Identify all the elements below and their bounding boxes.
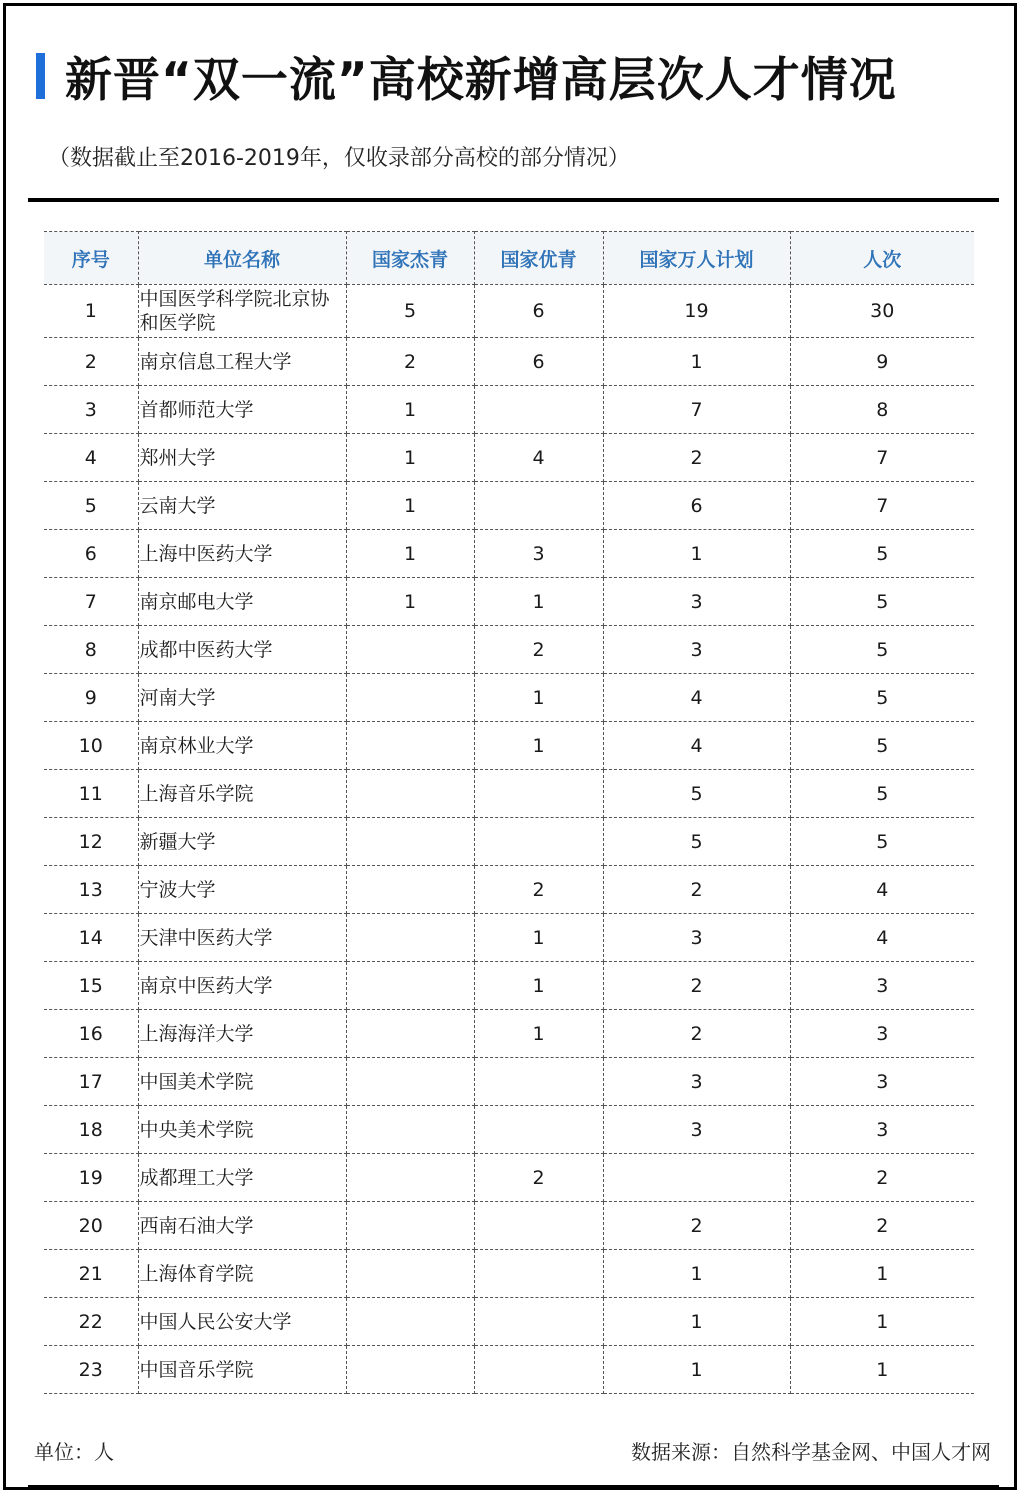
table-row bbox=[44, 338, 974, 386]
top-divider bbox=[28, 198, 999, 202]
cell-col-youqing bbox=[474, 818, 603, 866]
cell-col-youqing: 2 bbox=[474, 626, 603, 674]
header-col-jieqing: 国家杰青 bbox=[346, 232, 474, 285]
cell-col-total: 4 bbox=[790, 866, 974, 914]
cell-col-unit-name: 天津中医药大学 bbox=[138, 914, 346, 962]
cell-col-unit-name: 成都中医药大学 bbox=[138, 626, 346, 674]
cell-col-wanren: 4 bbox=[603, 722, 790, 770]
cell-col-jieqing: 1 bbox=[346, 482, 474, 530]
cell-col-total: 4 bbox=[790, 914, 974, 962]
cell-col-wanren: 2 bbox=[603, 1010, 790, 1058]
unit-note: 单位：人 bbox=[34, 1440, 114, 1464]
header-col-unit-name: 单位名称 bbox=[138, 232, 346, 285]
cell-col-unit-name: 河南大学 bbox=[138, 674, 346, 722]
cell-col-jieqing bbox=[346, 770, 474, 818]
cell-col-youqing: 1 bbox=[474, 914, 603, 962]
cell-col-wanren: 2 bbox=[603, 962, 790, 1010]
cell-col-unit-name: 上海体育学院 bbox=[138, 1250, 346, 1298]
table-row bbox=[44, 578, 974, 626]
cell-col-total: 1 bbox=[790, 1346, 974, 1394]
cell-col-total: 7 bbox=[790, 482, 974, 530]
table-row bbox=[44, 482, 974, 530]
table-row bbox=[44, 1106, 974, 1154]
cell-col-wanren: 1 bbox=[603, 1250, 790, 1298]
cell-col-jieqing bbox=[346, 1106, 474, 1154]
cell-col-jieqing: 1 bbox=[346, 530, 474, 578]
cell-col-wanren: 2 bbox=[603, 1202, 790, 1250]
cell-col-total: 5 bbox=[790, 770, 974, 818]
cell-col-index: 21 bbox=[44, 1250, 138, 1298]
cell-col-index: 18 bbox=[44, 1106, 138, 1154]
header-col-total: 人次 bbox=[790, 232, 974, 285]
cell-col-youqing bbox=[474, 1202, 603, 1250]
header-col-index: 序号 bbox=[44, 232, 138, 285]
cell-col-index: 5 bbox=[44, 482, 138, 530]
cell-col-unit-name: 中国音乐学院 bbox=[138, 1346, 346, 1394]
cell-col-total: 3 bbox=[790, 1106, 974, 1154]
cell-col-unit-name: 郑州大学 bbox=[138, 434, 346, 482]
cell-col-wanren: 3 bbox=[603, 914, 790, 962]
data-source-note: 数据来源：自然科学基金网、中国人才网 bbox=[631, 1440, 991, 1464]
cell-col-index: 4 bbox=[44, 434, 138, 482]
cell-col-wanren: 3 bbox=[603, 1058, 790, 1106]
table-row bbox=[44, 674, 974, 722]
cell-col-wanren: 1 bbox=[603, 1298, 790, 1346]
header-col-youqing: 国家优青 bbox=[474, 232, 603, 285]
title-accent-bar bbox=[36, 53, 45, 99]
cell-col-unit-name: 中国美术学院 bbox=[138, 1058, 346, 1106]
table-row bbox=[44, 285, 974, 338]
cell-col-total: 1 bbox=[790, 1298, 974, 1346]
cell-col-youqing: 2 bbox=[474, 1154, 603, 1202]
cell-col-jieqing bbox=[346, 1010, 474, 1058]
cell-col-youqing: 4 bbox=[474, 434, 603, 482]
cell-col-wanren bbox=[603, 1154, 790, 1202]
cell-col-wanren: 2 bbox=[603, 866, 790, 914]
cell-col-index: 3 bbox=[44, 386, 138, 434]
cell-col-youqing bbox=[474, 1058, 603, 1106]
table-row bbox=[44, 1202, 974, 1250]
cell-col-youqing: 6 bbox=[474, 285, 603, 338]
cell-col-index: 1 bbox=[44, 285, 138, 338]
cell-col-jieqing bbox=[346, 722, 474, 770]
cell-col-index: 23 bbox=[44, 1346, 138, 1394]
cell-col-index: 7 bbox=[44, 578, 138, 626]
cell-col-youqing: 1 bbox=[474, 578, 603, 626]
cell-col-youqing: 1 bbox=[474, 674, 603, 722]
page-subtitle: （数据截止至2016-2019年，仅收录部分高校的部分情况） bbox=[48, 146, 630, 171]
cell-col-index: 15 bbox=[44, 962, 138, 1010]
cell-col-total: 5 bbox=[790, 674, 974, 722]
bottom-divider bbox=[28, 1485, 999, 1489]
cell-col-index: 8 bbox=[44, 626, 138, 674]
cell-col-jieqing bbox=[346, 674, 474, 722]
cell-col-youqing: 1 bbox=[474, 962, 603, 1010]
cell-col-index: 11 bbox=[44, 770, 138, 818]
cell-col-jieqing bbox=[346, 1298, 474, 1346]
table-body bbox=[44, 285, 974, 1394]
cell-col-wanren: 6 bbox=[603, 482, 790, 530]
cell-col-index: 10 bbox=[44, 722, 138, 770]
cell-col-unit-name: 成都理工大学 bbox=[138, 1154, 346, 1202]
table-row bbox=[44, 1058, 974, 1106]
table-row bbox=[44, 1154, 974, 1202]
table-row bbox=[44, 386, 974, 434]
cell-col-jieqing bbox=[346, 1250, 474, 1298]
cell-col-youqing bbox=[474, 386, 603, 434]
cell-col-jieqing bbox=[346, 626, 474, 674]
table-row bbox=[44, 1298, 974, 1346]
cell-col-unit-name: 首都师范大学 bbox=[138, 386, 346, 434]
cell-col-youqing: 1 bbox=[474, 722, 603, 770]
cell-col-jieqing: 1 bbox=[346, 386, 474, 434]
talent-table bbox=[44, 231, 974, 1394]
cell-col-total: 9 bbox=[790, 338, 974, 386]
cell-col-youqing bbox=[474, 770, 603, 818]
header-col-wanren: 国家万人计划 bbox=[603, 232, 790, 285]
cell-col-total: 8 bbox=[790, 386, 974, 434]
cell-col-youqing bbox=[474, 1346, 603, 1394]
cell-col-total: 5 bbox=[790, 530, 974, 578]
cell-col-wanren: 5 bbox=[603, 818, 790, 866]
table-row bbox=[44, 962, 974, 1010]
cell-col-index: 2 bbox=[44, 338, 138, 386]
cell-col-index: 20 bbox=[44, 1202, 138, 1250]
cell-col-jieqing bbox=[346, 962, 474, 1010]
cell-col-index: 14 bbox=[44, 914, 138, 962]
cell-col-youqing bbox=[474, 1106, 603, 1154]
cell-col-unit-name: 中国医学科学院北京协和医学院 bbox=[138, 285, 346, 338]
cell-col-jieqing bbox=[346, 866, 474, 914]
cell-col-wanren: 2 bbox=[603, 434, 790, 482]
cell-col-wanren: 1 bbox=[603, 338, 790, 386]
cell-col-youqing bbox=[474, 482, 603, 530]
cell-col-youqing bbox=[474, 1298, 603, 1346]
cell-col-youqing: 6 bbox=[474, 338, 603, 386]
cell-col-wanren: 3 bbox=[603, 1106, 790, 1154]
cell-col-youqing: 3 bbox=[474, 530, 603, 578]
cell-col-index: 6 bbox=[44, 530, 138, 578]
cell-col-unit-name: 云南大学 bbox=[138, 482, 346, 530]
cell-col-youqing bbox=[474, 1250, 603, 1298]
cell-col-total: 5 bbox=[790, 722, 974, 770]
cell-col-jieqing: 1 bbox=[346, 578, 474, 626]
cell-col-total: 7 bbox=[790, 434, 974, 482]
cell-col-youqing: 2 bbox=[474, 866, 603, 914]
table-row bbox=[44, 1250, 974, 1298]
cell-col-jieqing bbox=[346, 1154, 474, 1202]
cell-col-total: 3 bbox=[790, 1010, 974, 1058]
cell-col-unit-name: 宁波大学 bbox=[138, 866, 346, 914]
cell-col-jieqing bbox=[346, 1202, 474, 1250]
cell-col-total: 2 bbox=[790, 1154, 974, 1202]
table-row bbox=[44, 1010, 974, 1058]
cell-col-total: 3 bbox=[790, 962, 974, 1010]
cell-col-wanren: 1 bbox=[603, 1346, 790, 1394]
cell-col-index: 9 bbox=[44, 674, 138, 722]
cell-col-wanren: 5 bbox=[603, 770, 790, 818]
table-row bbox=[44, 770, 974, 818]
cell-col-unit-name: 新疆大学 bbox=[138, 818, 346, 866]
cell-col-total: 5 bbox=[790, 626, 974, 674]
cell-col-jieqing bbox=[346, 818, 474, 866]
table-row bbox=[44, 722, 974, 770]
cell-col-index: 13 bbox=[44, 866, 138, 914]
table-row bbox=[44, 818, 974, 866]
cell-col-total: 5 bbox=[790, 578, 974, 626]
cell-col-unit-name: 南京邮电大学 bbox=[138, 578, 346, 626]
cell-col-wanren: 7 bbox=[603, 386, 790, 434]
cell-col-jieqing bbox=[346, 1346, 474, 1394]
cell-col-unit-name: 西南石油大学 bbox=[138, 1202, 346, 1250]
cell-col-unit-name: 南京林业大学 bbox=[138, 722, 346, 770]
cell-col-jieqing bbox=[346, 914, 474, 962]
cell-col-unit-name: 南京信息工程大学 bbox=[138, 338, 346, 386]
table-row bbox=[44, 1346, 974, 1394]
table-row bbox=[44, 914, 974, 962]
cell-col-jieqing: 1 bbox=[346, 434, 474, 482]
cell-col-unit-name: 中国人民公安大学 bbox=[138, 1298, 346, 1346]
table-row bbox=[44, 866, 974, 914]
cell-col-total: 3 bbox=[790, 1058, 974, 1106]
cell-col-total: 2 bbox=[790, 1202, 974, 1250]
cell-col-jieqing: 5 bbox=[346, 285, 474, 338]
table-header-row bbox=[44, 232, 974, 285]
table-row bbox=[44, 530, 974, 578]
title-block bbox=[36, 50, 897, 108]
cell-col-index: 19 bbox=[44, 1154, 138, 1202]
cell-col-wanren: 1 bbox=[603, 530, 790, 578]
table-row bbox=[44, 434, 974, 482]
cell-col-unit-name: 南京中医药大学 bbox=[138, 962, 346, 1010]
cell-col-wanren: 19 bbox=[603, 285, 790, 338]
cell-col-unit-name: 上海中医药大学 bbox=[138, 530, 346, 578]
cell-col-index: 22 bbox=[44, 1298, 138, 1346]
cell-col-wanren: 4 bbox=[603, 674, 790, 722]
cell-col-jieqing: 2 bbox=[346, 338, 474, 386]
cell-col-wanren: 3 bbox=[603, 626, 790, 674]
cell-col-unit-name: 上海海洋大学 bbox=[138, 1010, 346, 1058]
cell-col-total: 5 bbox=[790, 818, 974, 866]
table-row bbox=[44, 626, 974, 674]
cell-col-total: 30 bbox=[790, 285, 974, 338]
cell-col-wanren: 3 bbox=[603, 578, 790, 626]
cell-col-index: 17 bbox=[44, 1058, 138, 1106]
cell-col-youqing: 1 bbox=[474, 1010, 603, 1058]
cell-col-total: 1 bbox=[790, 1250, 974, 1298]
cell-col-jieqing bbox=[346, 1058, 474, 1106]
page-title: 新晋“双一流”高校新增高层次人才情况 bbox=[65, 52, 897, 108]
cell-col-index: 16 bbox=[44, 1010, 138, 1058]
cell-col-unit-name: 中央美术学院 bbox=[138, 1106, 346, 1154]
cell-col-index: 12 bbox=[44, 818, 138, 866]
cell-col-unit-name: 上海音乐学院 bbox=[138, 770, 346, 818]
